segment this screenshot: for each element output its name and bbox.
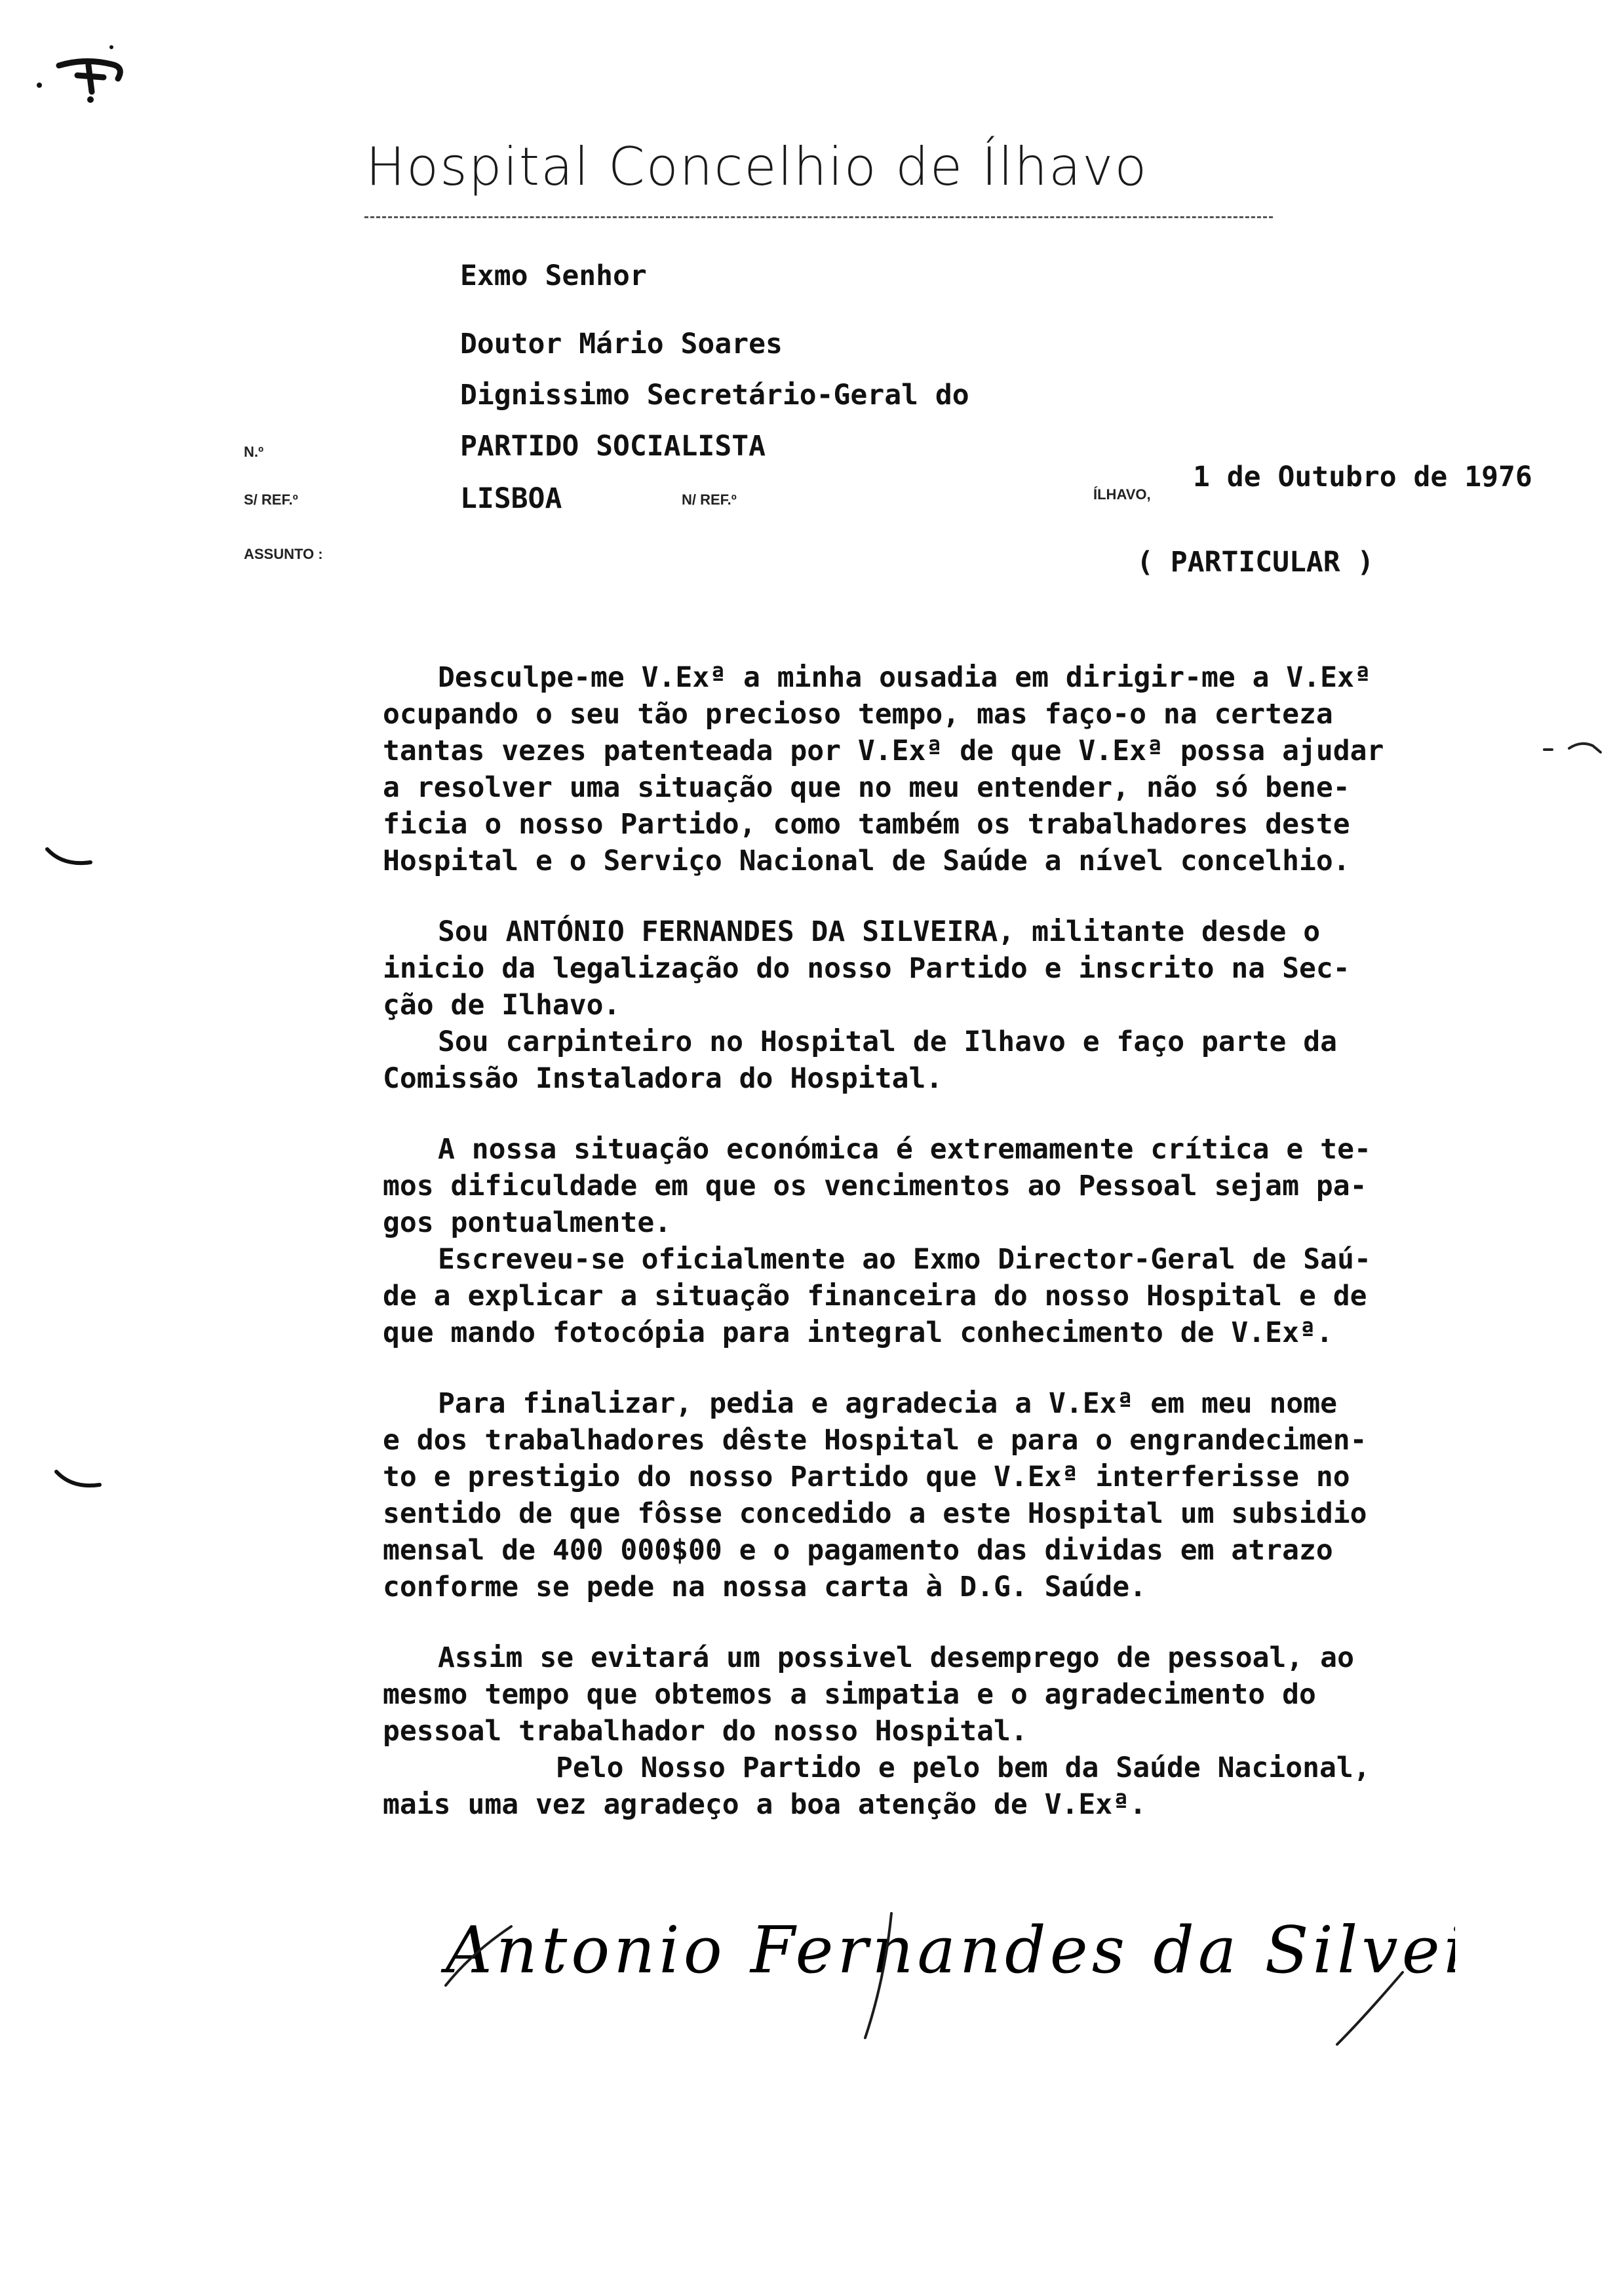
body-line: to e prestigio do nosso Partido que V.Exª interferisse no — [383, 1461, 1350, 1493]
your-reference-label: S/ REF.º — [244, 491, 298, 508]
letter-body — [383, 659, 1576, 1857]
body-line: ção de Ilhavo. — [383, 989, 621, 1022]
body-line: conforme se pede na nossa carta à D.G. Saúde. — [383, 1571, 1146, 1603]
addressee-line-party: PARTIDO SOCIALISTA — [460, 430, 766, 463]
letterhead-title: Hospital Concelhio de Ílhavo — [366, 136, 1148, 197]
paragraph-4 — [383, 1131, 1576, 1241]
body-line: Hospital e o Serviço Nacional de Saúde a nível concelhio. — [383, 845, 1350, 877]
addressee-line-name: Doutor Mário Soares — [460, 328, 783, 360]
body-line: mais uma vez agradeço a boa atenção de V.Exª. — [383, 1788, 1146, 1821]
paragraph-2 — [383, 913, 1576, 1024]
body-line: Pelo Nosso Partido e pelo bem da Saúde Nacional, — [556, 1751, 1371, 1784]
body-line: mos dificuldade em que os vencimentos ao Pessoal sejam pa- — [383, 1170, 1367, 1202]
body-line: tantas vezes patenteada por V.Exª de que V.Exª possa ajudar — [383, 735, 1384, 767]
paragraph-7 — [383, 1639, 1576, 1750]
body-line: Sou ANTÓNIO FERNANDES DA SILVEIRA, militante desde o — [438, 915, 1321, 948]
addressee-line-city: LISBOA — [460, 482, 562, 515]
letter-date: 1 de Outubro de 1976 — [1193, 461, 1532, 493]
body-line: que mando fotocópia para integral conhecimento de V.Exª. — [383, 1316, 1333, 1349]
body-line: Para finalizar, pedia e agradecia a V.Exª em meu nome — [438, 1387, 1338, 1420]
addressee-line-salutation: Exmo Senhor — [460, 259, 647, 292]
body-line: inicio da legalização do nosso Partido e inscrito na Sec- — [383, 952, 1350, 985]
body-line: Assim se evitará um possivel desemprego de pessoal, ao — [438, 1641, 1354, 1674]
body-line: a resolver uma situação que no meu entender, não só bene- — [383, 771, 1350, 804]
body-line: Escreveu-se oficialmente ao Exmo Director-Geral de Saú- — [438, 1243, 1371, 1276]
addressee-line-position: Dignissimo Secretário-Geral do — [460, 379, 969, 411]
body-line: Desculpe-me V.Exª a minha ousadia em dirigir-me a V.Exª — [438, 661, 1371, 694]
body-line: mesmo tempo que obtemos a simpatia e o agradecimento do — [383, 1678, 1316, 1711]
punch-hole-mark-upper — [43, 845, 96, 871]
number-label: N.º — [244, 444, 264, 460]
punch-hole-mark-lower — [52, 1468, 105, 1494]
paragraph-3 — [383, 1024, 1576, 1097]
body-line: mensal de 400 000$00 e o pagamento das dividas em atrazo — [383, 1534, 1333, 1567]
letterhead-rule — [364, 216, 1273, 218]
signature-text: Antonio Fernandes da Silveira — [446, 1913, 1455, 1988]
body-line: pessoal trabalhador do nosso Hospital. — [383, 1715, 1028, 1748]
body-line: ficia o nosso Partido, como também os trabalhadores deste — [383, 808, 1350, 841]
subject-label: ASSUNTO : — [244, 546, 323, 562]
body-line: Comissão Instaladora do Hospital. — [383, 1062, 943, 1095]
paragraph-5 — [383, 1241, 1576, 1351]
confidentiality-marking: ( PARTICULAR ) — [1137, 546, 1374, 579]
body-line: A nossa situação económica é extremamente crítica e te- — [438, 1133, 1371, 1166]
body-line: Sou carpinteiro no Hospital de Ilhavo e faço parte da — [438, 1025, 1338, 1058]
body-line: sentido de que fôsse concedido a este Hospital um subsidio — [383, 1497, 1367, 1530]
corner-ink-mark — [26, 39, 131, 111]
our-reference-label: N/ REF.º — [682, 491, 737, 508]
paragraph-1 — [383, 659, 1576, 879]
body-line: de a explicar a situação financeira do nosso Hospital e de — [383, 1280, 1367, 1312]
signature-stroke-image — [433, 1874, 1455, 2057]
place-label: ÍLHAVO, — [1093, 486, 1151, 503]
paragraph-6 — [383, 1385, 1576, 1605]
body-line: ocupando o seu tão precioso tempo, mas faço-o na certeza — [383, 698, 1333, 731]
body-line: gos pontualmente. — [383, 1206, 672, 1239]
paragraph-8 — [383, 1750, 1576, 1823]
body-line: e dos trabalhadores dêste Hospital e para o engrandecimen- — [383, 1424, 1367, 1457]
handwritten-signature — [433, 1874, 1455, 2061]
